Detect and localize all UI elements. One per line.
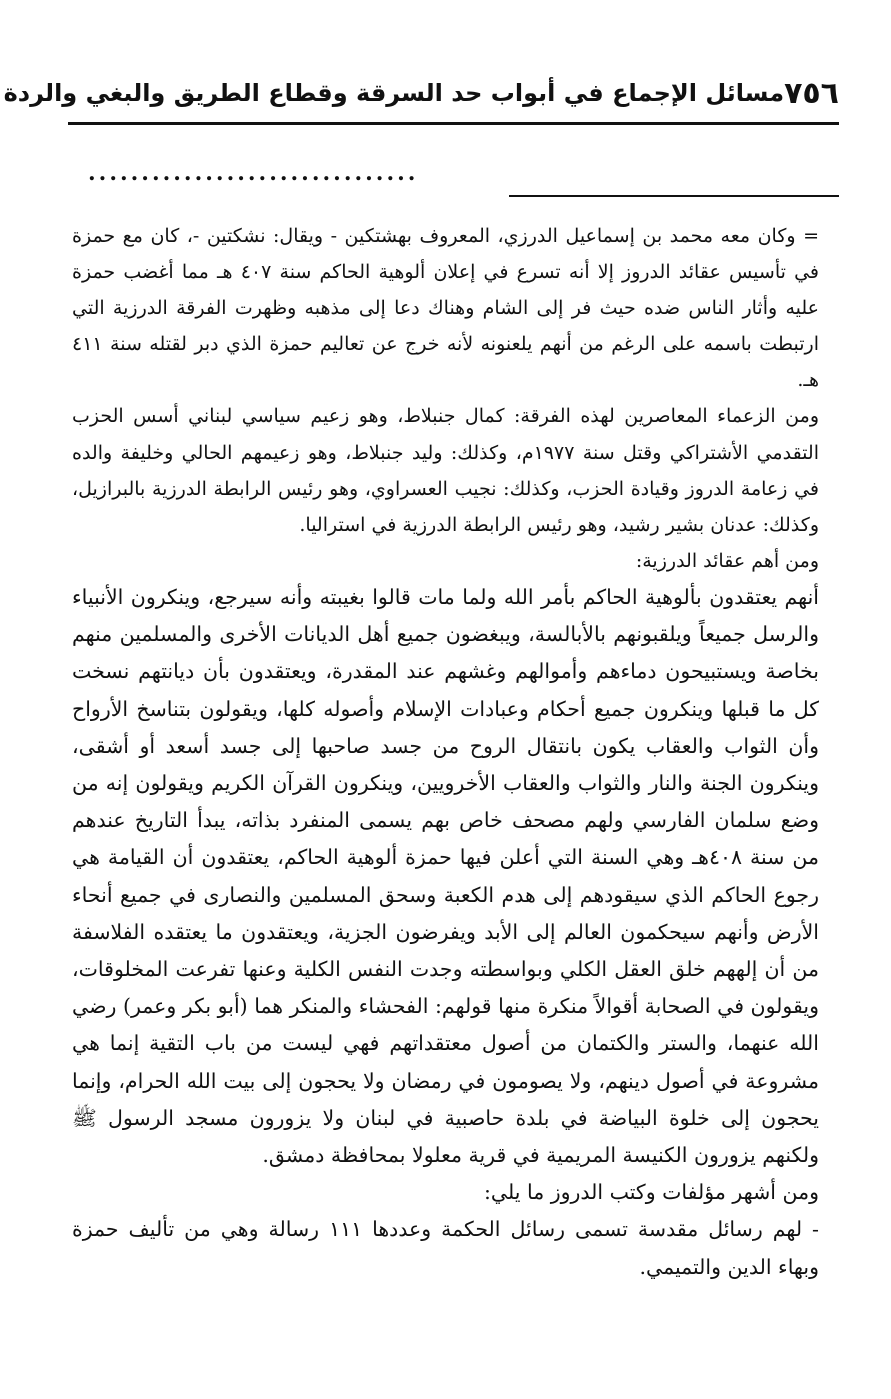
footnote-rule bbox=[509, 195, 839, 197]
paragraph-books-heading: ومن أشهر مؤلفات وكتب الدروز ما يلي: bbox=[483, 1180, 819, 1205]
paragraph-contemporary-leaders: ومن الزعماء المعاصرين لهذه الفرقة: كمال جنبلاط، وهو زعيم سياسي لبناني أسس الحزب التقدمي الأشتراكي وقتل سنة ١٩٧٧م، وكذلك: وليد جنبلاط، وهو زعيمهم الحالي وخليفة والده في زعامة الدروز وقيادة الحزب، وكذلك: نجيب العسراوي، وهو رئيس الرابطة الدرزية بالبرازيل، وكذلك: عدنان بشير رشيد، وهو رئيس الرابطة الدرزية في استراليا. bbox=[72, 405, 819, 536]
footnote-text bbox=[72, 218, 819, 1286]
paragraph-books-item: - لهم رسائل مقدسة تسمى رسائل الحكمة وعددها ١١١ رسالة وهي من تأليف حمزة وبهاء الدين والتميمي. bbox=[72, 1217, 819, 1279]
page-header bbox=[3, 66, 839, 120]
running-title: مسائل الإجماع في أبواب حد السرقة وقطاع الطريق والبغي والردة bbox=[3, 79, 785, 107]
header-rule bbox=[68, 122, 839, 125]
footnote-lower bbox=[72, 579, 819, 1286]
paragraph-beliefs: أنهم يعتقدون بألوهية الحاكم بأمر الله ولما مات قالوا بغيبته وأنه سيرجع، وينكرون الأنبياء والرسل جميعاً ويلقبونهم بالأبالسة، ويبغضون جميع أهل الديانات الأخرى والمسلمين منهم بخاصة ويستبيحون دماءهم وأموالهم وغشهم عند المقدرة، ويعتقدون بأن ديانتهم نسخت كل ما قبلها وينكرون جميع أحكام وعبادات الإسلام وأصوله كلها، ويقولون بتناسخ الأرواح وأن الثواب والعقاب يكون بانتقال الروح من جسد صاحبها إلى جسد أسعد أو أشقى، وينكرون الجنة والنار والثواب والعقاب الأخرويين، وينكرون القرآن الكريم ويقولون إنه من وضع سلمان الفارسي ولهم مصحف خاص بهم يسمى المنفرد بذاته، يبدأ التاريخ عندهم من سنة ٤٠٨هـ وهي السنة التي أعلن فيها حمزة ألوهية الحاكم، يعتقدون أن القيامة هي رجوع الحاكم الذي سيقودهم إلى هدم الكعبة وسحق المسلمين والنصارى في جميع أنحاء الأرض وأنهم سيحكمون العالم إلى الأبد ويفرضون الجزية، ويعتقدون ما يعتقده الفلاسفة من أن إلههم خلق العقل الكلي وبواسطته وجدت النفس الكلية وعنها تفرعت المخلوقات، ويقولون في الصحابة أقوالاً منكرة منها قولهم: الفحشاء والمنكر هما (أبو بكر وعمر) رضي الله عنهما، والستر والكتمان من أصول معتقداتهم فهي ليست من باب التقية إنما هي مشروعة في أصول دينهم، ولا يصومون في رمضان ولا يحجون إلى بيت الله الحرام، وإنما يحجون إلى خلوة البياضة في بلدة حاصبية في لبنان ولا يزورون مسجد الرسول ﷺ ولكنهم يزورون الكنيسة المريمية في قرية معلولا بمحافظة دمشق. bbox=[72, 584, 819, 1167]
paragraph-druze-origin: = وكان معه محمد بن إسماعيل الدرزي، المعروف بهشتكين - ويقال: نشكتين -، كان مع حمزة في تأسيس عقائد الدروز إلا أنه تسرع في إعلان ألوهية الحاكم سنة ٤٠٧ هـ مما أغضب حمزة عليه وأثار الناس ضده حيث فر إلى الشام وهناك دعا إلى مذهبه وظهرت الفرقة الدرزية التي ارتبطت باسمه على الرغم من أنهم يلعنونه لأنه خرج عن تعاليم حمزة الذي دبر لقتله سنة ٤١١ هـ. bbox=[72, 225, 819, 392]
continuation-dots: ............................... bbox=[88, 160, 419, 186]
paragraph-beliefs-heading: ومن أهم عقائد الدرزية: bbox=[635, 549, 819, 572]
footnote-upper bbox=[72, 218, 819, 579]
page-number: ٧٥٦ bbox=[784, 75, 839, 111]
